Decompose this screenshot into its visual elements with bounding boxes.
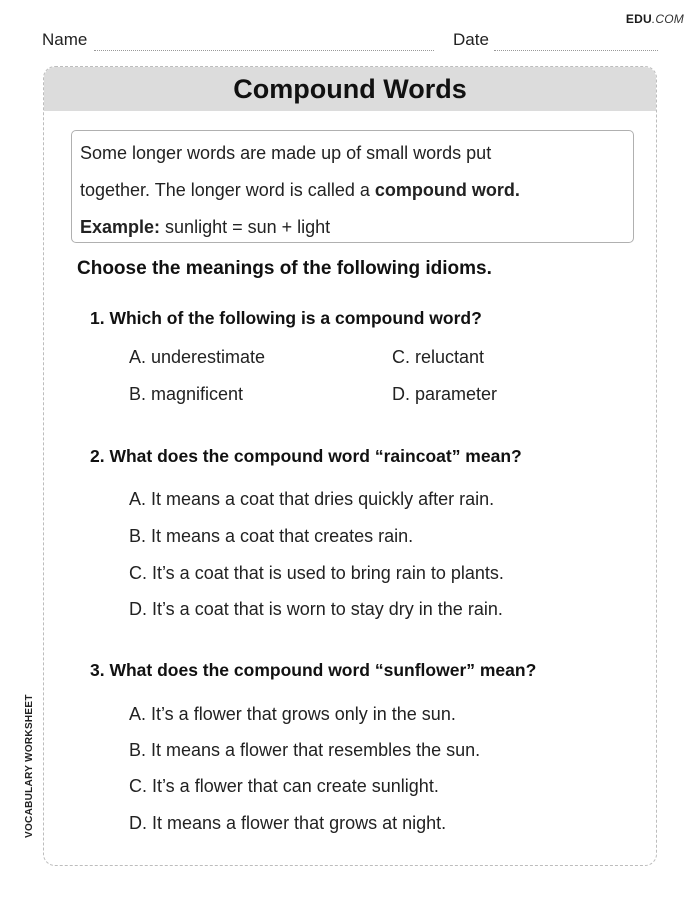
q2-option-b: B. It means a coat that creates rain. (129, 526, 414, 546)
intro-box (71, 130, 634, 243)
worksheet-title: Compound Words (44, 67, 656, 111)
q2-option-d: D. It’s a coat that is worn to stay dry in the rain. (129, 599, 503, 619)
q2-option-a: A. It means a coat that dries quickly after rain. (129, 489, 495, 509)
example-text: sunlight = sun + light (160, 217, 331, 237)
q1-option-b: B. magnificent (129, 384, 244, 404)
brand-logo (626, 12, 684, 26)
date-line (494, 50, 658, 51)
name-line (94, 50, 434, 51)
brand-logo-bold: EDU (625, 12, 652, 26)
q2-option-c: C. It’s a coat that is used to bring rain to plants. (129, 563, 504, 583)
q3-option-d: D. It means a flower that grows at night. (129, 813, 447, 833)
brand-logo-rest: .COM (651, 12, 684, 26)
side-label: VOCABULARY WORKSHEET (24, 694, 35, 838)
q1-option-c: C. reluctant (392, 347, 485, 367)
date-label: Date (453, 30, 489, 49)
intro-line-2-text: together. The longer word is called a (80, 180, 375, 200)
q1-option-d: D. parameter (392, 384, 498, 404)
question-3: 3. What does the compound word “sunflower” mean? (90, 660, 537, 680)
q3-option-b: B. It means a flower that resembles the sun. (129, 740, 481, 760)
intro-line-2 (80, 172, 625, 209)
question-1: 1. Which of the following is a compound word? (90, 308, 482, 328)
intro-term: compound word. (374, 180, 520, 200)
instruction: Choose the meanings of the following idioms. (77, 258, 492, 279)
name-date-row (42, 30, 658, 52)
q3-option-a: A. It’s a flower that grows only in the sun. (129, 704, 456, 724)
q3-option-c: C. It’s a flower that can create sunlight. (129, 776, 439, 796)
intro-line-3 (80, 209, 625, 246)
question-2: 2. What does the compound word “raincoat” mean? (90, 446, 522, 466)
q1-option-a: A. underestimate (129, 347, 266, 367)
name-label: Name (42, 30, 88, 49)
example-label: Example: (80, 217, 161, 237)
intro-line-1: Some longer words are made up of small words put (80, 143, 492, 163)
worksheet-frame (43, 66, 657, 866)
